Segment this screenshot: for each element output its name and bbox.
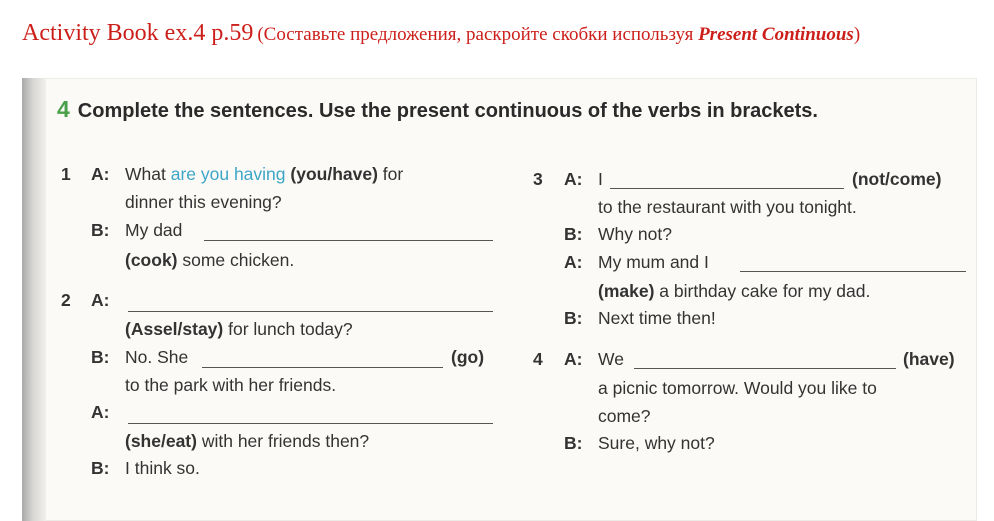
page-spine-shadow [22,78,46,521]
item-3-line-a2-cont: (make) a birthday cake for my dad. [598,281,871,301]
item-1-speaker-b: B: [91,220,110,240]
item-2-line-b-cont: to the park with her friends. [125,375,337,395]
item-1-line-a: What are you having (you/have) for [125,164,404,184]
task-header [22,20,860,47]
item-3-line-b2: Next time then! [598,308,716,328]
item-2-answer-blank-3[interactable] [128,423,493,424]
item-1-example-answer: are you having [170,164,286,184]
item-2-line-a: (Assel/stay) for lunch today? [125,319,353,339]
item-4-speaker-b: B: [564,433,583,453]
item-2-speaker-a2: A: [91,402,110,422]
item-4-speaker-a: A: [564,349,583,369]
item-1-verb-b: (cook) [125,250,178,270]
item-2-speaker-a: A: [91,290,110,310]
item-1-line-a-cont: dinner this evening? [125,192,282,212]
item-2-answer-blank-2[interactable] [202,367,443,368]
item-4-line-a-cont: a picnic tomorrow. Would you like to [598,378,877,398]
item-3-verb-a2: (make) [598,281,655,301]
item-2-speaker-b2: B: [91,458,110,478]
item-3-line-a: I [598,169,603,189]
item-2-line-a2: (she/eat) with her friends then? [125,431,370,451]
item-3-number: 3 [533,169,543,189]
task-header-instruction: (Составьте предложения, раскройте скобки используя Present Continuous) [257,24,861,45]
item-4-line-b: Sure, why not? [598,433,715,453]
item-2-answer-blank-1[interactable] [128,311,493,312]
item-1-line-b-cont: (cook) some chicken. [125,250,295,270]
item-3-line-a2: My mum and I [598,252,709,272]
item-4-verb-a: (have) [903,349,955,369]
item-2-number: 2 [61,290,71,310]
exercise-instruction: Complete the sentences. Use the present continuous of the verbs in brackets. [77,100,818,122]
item-2-verb-b: (go) [451,347,485,367]
item-3-answer-blank-2[interactable] [740,271,966,272]
item-3-speaker-b: B: [564,224,583,244]
item-2-verb-a: (Assel/stay) [125,319,224,339]
item-3-line-b: Why not? [598,224,672,244]
item-4-line-a-cont-2: come? [598,406,651,426]
exercise-title [57,96,818,123]
item-3-speaker-b2: B: [564,308,583,328]
item-1-line-b: My dad [125,220,183,240]
task-header-tense: Present Continuous [698,24,854,45]
exercise-number: 4 [57,96,70,122]
item-3-line-a-cont: to the restaurant with you tonight. [598,197,857,217]
item-2-line-b2: I think so. [125,458,200,478]
item-3-verb-a: (not/come) [852,169,942,189]
item-1-number: 1 [61,164,71,184]
task-header-main: Activity Book ex.4 p.59 [22,20,254,46]
item-3-speaker-a: A: [564,169,583,189]
item-4-answer-blank[interactable] [634,368,896,369]
item-1-speaker-a: A: [91,164,110,184]
item-1-verb: (you/have) [290,164,378,184]
item-4-number: 4 [533,349,543,369]
item-3-answer-blank-1[interactable] [610,188,844,189]
item-2-verb-a2: (she/eat) [125,431,197,451]
item-4-line-a: We [598,349,624,369]
item-2-speaker-b: B: [91,347,110,367]
item-1-answer-blank[interactable] [204,240,493,241]
item-3-speaker-a2: A: [564,252,583,272]
item-2-line-b: No. She [125,347,189,367]
